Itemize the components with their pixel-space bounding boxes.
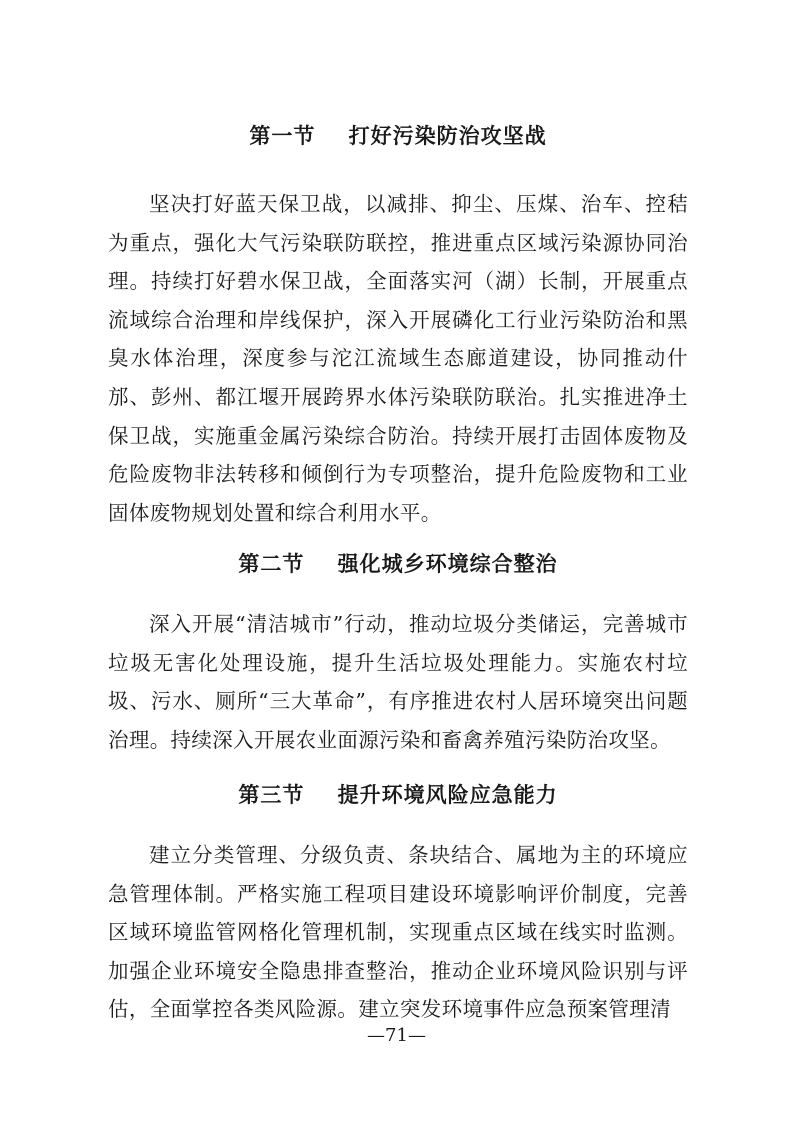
section-2-paragraph: 深入开展“清洁城市”行动，推动垃圾分类储运，完善城市垃圾无害化处理设施，提升生活垃圾处理能力。实施农村垃圾、污水、厕所“三大革命”，有序推进农村人居环境突出问题治理。持续深入开展农业面源污染和畜禽养殖污染防治攻坚。 bbox=[108, 612, 688, 752]
section-2-heading: 第二节 强化城乡环境综合整治 bbox=[238, 552, 558, 576]
page-number: —71— bbox=[367, 1025, 426, 1046]
section-1-paragraph: 坚决打好蓝天保卫战，以减排、抑尘、压煤、治车、控秸为重点，强化大气污染联防联控，推进重点区域污染源协同治理。持续打好碧水保卫战，全面落实河（湖）长制，开展重点流域综合治理和岸线保护，深入开展磷化工行业污染防治和黑臭水体治理，深度参与沱江流域生态廊道建设，协同推动什邡、彭州、都江堰开展跨界水体污染联防联治。扎实推进净土保卫战，实施重金属污染综合防治。持续开展打击固体废物及危险废物非法转移和倾倒行为专项整治，提升危险废物和工业固体废物规划处置和综合利用水平。 bbox=[108, 192, 688, 525]
section-1-heading: 第一节 打好污染防治攻坚战 bbox=[249, 124, 547, 148]
section-3-heading: 第三节 提升环境风险应急能力 bbox=[238, 783, 558, 807]
section-3-paragraph: 建立分类管理、分级负责、条块结合、属地为主的环境应急管理体制。严格实施工程项目建设环境影响评价制度，完善区域环境监管网格化管理机制，实现重点区域在线实时监测。加强企业环境安全隐患排查整治，推动企业环境风险识别与评估，全面掌控各类风险源。建立突发环境事件应急预案管理清 bbox=[108, 843, 688, 1022]
